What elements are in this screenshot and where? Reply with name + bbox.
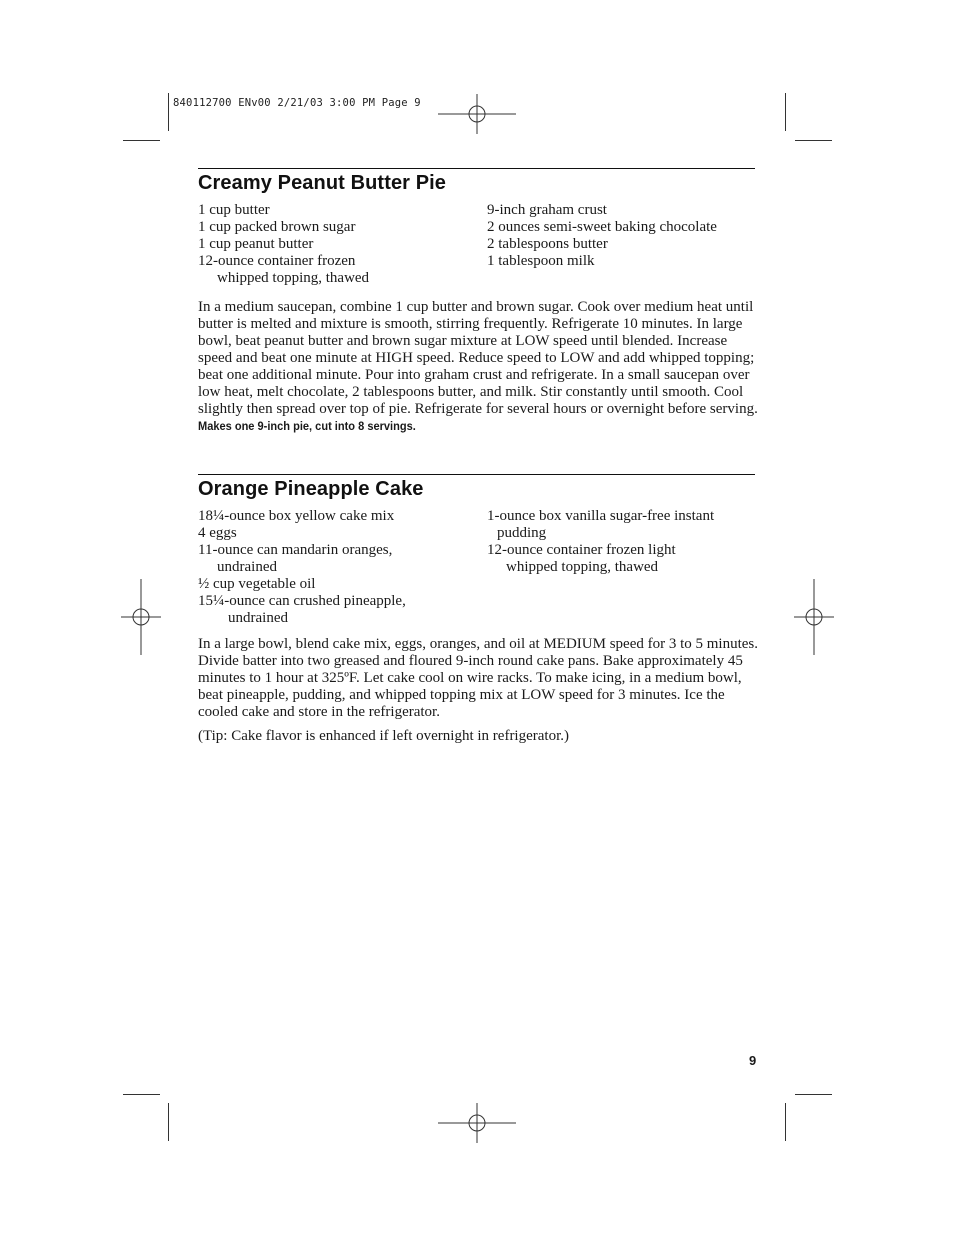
- ingredient: 4 eggs: [198, 525, 237, 541]
- crop-mark-bottom-right-h: [795, 1094, 832, 1095]
- page-number: 9: [749, 1053, 757, 1068]
- ingredients: [198, 508, 755, 628]
- ingredient-continuation: undrained: [228, 610, 288, 626]
- recipe-tip: (Tip: Cake flavor is enhanced if left overnight in refrigerator.): [198, 728, 569, 744]
- ingredient: 2 tablespoons butter: [487, 236, 608, 252]
- directions-text: In a medium saucepan, combine 1 cup butter and brown sugar. Cook over medium heat until butter is melted and mixture is smooth, stirring frequently. Refrigerate 10 minutes. In large bowl, beat peanut butter and brown sugar mixture at LOW speed until blended. Increase speed and beat one minute at HIGH speed. Reduce speed to LOW and add whipped topping; beat one additional minute. Pour into graham crust and refrigerate. In a small saucepan over low heat, melt chocolate, 2 tablespoons butter, and milk. Stir constantly until smooth. Cool slightly then spread over top of pie. Refrigerate for several hours or overnight before serving.: [198, 299, 758, 417]
- ingredient: 11-ounce can mandarin oranges,: [198, 542, 393, 558]
- ingredient: 2 ounces semi-sweet baking chocolate: [487, 219, 717, 235]
- recipe-title: Creamy Peanut Butter Pie: [198, 172, 447, 194]
- recipe-title: Orange Pineapple Cake: [198, 478, 424, 500]
- ingredient: 1-ounce box vanilla sugar-free instant: [487, 508, 715, 524]
- ingredients: [198, 202, 755, 288]
- registration-mark-bottom-icon: [438, 1103, 516, 1143]
- printer-slug: 840112700 ENv00 2/21/03 3:00 PM Page 9: [173, 97, 421, 109]
- ingredient-continuation: undrained: [217, 559, 277, 575]
- recipe-directions: [198, 299, 758, 435]
- ingredient: 15¼-ounce can crushed pineapple,: [198, 593, 406, 609]
- ingredients-right-column: [487, 508, 714, 576]
- crop-mark-top-right-h: [795, 140, 832, 141]
- registration-mark-top-icon: [438, 94, 516, 134]
- crop-mark-top-left-v: [168, 93, 169, 131]
- ingredient: 1 tablespoon milk: [487, 253, 595, 269]
- ingredient-continuation: pudding: [497, 525, 547, 541]
- ingredient: 12-ounce container frozen: [198, 253, 356, 269]
- crop-mark-top-right-v: [785, 93, 786, 131]
- ingredient: ½ cup vegetable oil: [198, 576, 316, 592]
- recipe-orange-pineapple-cake: [198, 474, 755, 628]
- recipe-yield: Makes one 9-inch pie, cut into 8 servings.: [198, 419, 416, 433]
- ingredient: 18¼-ounce box yellow cake mix: [198, 508, 395, 524]
- ingredient: 12-ounce container frozen light: [487, 542, 676, 558]
- ingredient-continuation: whipped topping, thawed: [506, 559, 659, 575]
- ingredient-continuation: whipped topping, thawed: [217, 270, 370, 286]
- crop-mark-bottom-left-h: [123, 1094, 160, 1095]
- ingredients-left-column: [198, 202, 369, 287]
- ingredients-right-column: [487, 202, 717, 270]
- ingredient: 1 cup packed brown sugar: [198, 219, 356, 235]
- ingredient: 1 cup peanut butter: [198, 236, 314, 252]
- crop-mark-top-left-h: [123, 140, 160, 141]
- crop-mark-bottom-right-v: [785, 1103, 786, 1141]
- ingredient: 9-inch graham crust: [487, 202, 607, 218]
- registration-mark-right-icon: [794, 579, 834, 655]
- recipe-directions: In a large bowl, blend cake mix, eggs, oranges, and oil at MEDIUM speed for 3 to 5 minutes. Divide batter into two greased and floured 9-inch round cake pans. Bake approximately 45 minutes to 1 hour at 325ºF. Let cake cool on wire racks. To make icing, in a medium bowl, beat pineapple, pudding, and whipped topping mix at LOW speed for 3 minutes. Ice the cooled cake and store in the refrigerator.: [198, 636, 759, 720]
- registration-mark-left-icon: [121, 579, 161, 655]
- ingredients-left-column: [198, 508, 406, 627]
- ingredient: 1 cup butter: [198, 202, 270, 218]
- crop-mark-bottom-left-v: [168, 1103, 169, 1141]
- recipe-peanut-butter-pie: [198, 168, 755, 288]
